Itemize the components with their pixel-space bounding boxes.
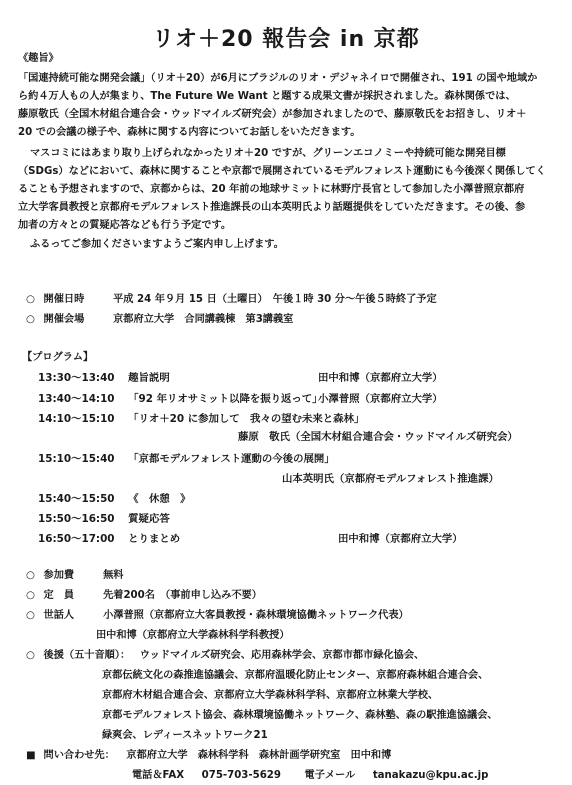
fee-value: 無料 [103, 570, 124, 581]
contact-row [26, 746, 391, 761]
capacity-label: 定 員 [43, 590, 75, 601]
program-title: 「京都モデルフォレスト運動の今後の展開」 [128, 453, 335, 465]
event-date-label: 開催日時 [43, 294, 85, 305]
support-line-1: ウッドマイルズ研究会、応用森林学会、京都市都市緑化協会、 [139, 650, 425, 661]
program-title: 質疑応答 [128, 513, 170, 525]
intro-heading: 《趣旨》 [18, 53, 59, 64]
intro-p2-line5: 加者の方々との質疑応答なども行う予定です。 [18, 220, 232, 231]
program-speaker: 田中和博（京都府立大学） [318, 372, 443, 384]
circle-bullet-icon: ○ [26, 570, 35, 581]
program-time: 13:40～14:10 [38, 393, 115, 405]
event-date [26, 290, 437, 305]
organizer-label: 世話人 [43, 610, 75, 621]
support-line-2: 京都伝統文化の森推進協議会、京都府温暖化防止センター、京都府森林組合連合会、 [102, 670, 489, 681]
event-venue-label: 開催会場 [43, 314, 85, 325]
intro-p1-line3: 藤原敬氏（全国木材組合連合会・ウッドマイルズ研究会）が参加されましたので、藤原敬氏をお招きし、リオ＋ [18, 109, 527, 120]
support-line-5: 緑爽会、レディースネットワーク21 [102, 730, 268, 741]
capacity-value: 先着200名 （事前申し込み不要） [103, 590, 262, 601]
circle-bullet-icon: ○ [26, 650, 35, 661]
program-heading: 【プログラム】 [22, 352, 94, 363]
program-time: 16:50～17:00 [38, 533, 115, 545]
phone-value: 075-703-5629 [201, 770, 281, 781]
organizer-value-1: 小澤普照（京都府立大客員教授・森林環境協働ネットワーク代表） [103, 610, 409, 621]
intro-p1-line4: 20 での会議の様子や、森林に関する内容についてお話しをいただきます。 [18, 127, 361, 138]
event-venue [26, 310, 293, 325]
intro-p3: ふるってご参加くださいますようご案内申し上げます。 [30, 239, 284, 250]
intro-p2-line3: ることも予想されますので、京都からは、20 年前の地球サミットに林野庁長官として参加した小澤普照京都府 [18, 184, 525, 195]
email-value: tanakazu@kpu.ac.jp [372, 770, 489, 781]
intro-p1-line1: 「国連持続可能な開発会議」（リオ＋20）が6月にブラジルのリオ・デジャネイロで開催され、191 の国や地域か [18, 73, 538, 84]
circle-bullet-icon: ○ [26, 294, 35, 305]
support-line-3: 京都府木材組合連合会、京都府立大学森林科学科、京都府立林業大学校、 [102, 690, 439, 701]
support-row [26, 646, 424, 661]
phone-label: 電話＆FAX [132, 770, 185, 781]
program-title: とりまとめ [128, 533, 181, 545]
organizer-value-2: 田中和博（京都府立大学森林科学科教授） [96, 630, 290, 641]
circle-bullet-icon: ○ [26, 610, 35, 621]
program-item [38, 390, 323, 405]
program-speaker: 藤原 敬氏（全国木材組合連合会・ウッドマイルズ研究会） [238, 431, 518, 443]
program-title: 「リオ＋20 に参加して 我々の望む未来と森林」 [128, 413, 365, 425]
program-item [38, 450, 335, 465]
event-venue-value: 京都府立大学 合同講義棟 第3講義室 [113, 314, 294, 325]
support-label: 後援（五十音順）： [43, 650, 131, 661]
program-time: 15:40～15:50 [38, 493, 115, 505]
program-title: 《 休憩 》 [128, 493, 191, 505]
phone-row [132, 766, 488, 781]
program-item [38, 490, 191, 505]
fee-row [26, 566, 123, 581]
organizer-row [26, 606, 409, 621]
program-title: 趣旨説明 [128, 372, 170, 384]
contact-label: 問い合わせ先： [43, 750, 115, 761]
program-item [38, 510, 170, 525]
fee-label: 参加費 [43, 570, 75, 581]
program-speaker: 小澤普照（京都府立大学） [318, 393, 443, 405]
page-title: リオ＋20 報告会 in 京都 [152, 27, 420, 52]
circle-bullet-icon: ○ [26, 314, 35, 325]
intro-p2-line4: 立大学客員教授と京都府モデルフォレスト推進課長の山本英明氏より話題提供をしていただきます。その後、参 [18, 202, 526, 213]
program-title: 「92 年リオサミット以降を振り返って」 [128, 393, 323, 405]
program-item [38, 410, 364, 425]
program-item [38, 530, 180, 545]
event-date-value: 平成 24 年９月 15 日（土曜日） 午後１時 30 分～午後５時終了予定 [113, 294, 437, 305]
program-speaker: 山本英明氏（京都府モデルフォレスト推進課） [282, 473, 499, 485]
circle-bullet-icon: ○ [26, 590, 35, 601]
intro-p1-line2: ら約４万人もの人が集まり、The Future We Want と題する成果文書が採択されました。森林関係では、 [18, 91, 516, 102]
program-time: 13:30～13:40 [38, 372, 115, 384]
intro-p2-line1: マスコミにはあまり取り上げられなかったリオ＋20 ですが、グリーンエコノミーや持続可能な開発目標 [30, 148, 506, 159]
program-time: 15:50～16:50 [38, 513, 115, 525]
contact-value: 京都府立大学 森林科学科 森林計画学研究室 田中和博 [126, 750, 392, 761]
capacity-row [26, 586, 262, 601]
program-item [38, 369, 170, 384]
program-speaker: 田中和博（京都府立大学） [338, 533, 463, 545]
program-time: 15:10～15:40 [38, 453, 115, 465]
email-label: 電子メール [304, 770, 356, 781]
support-line-4: 京都モデルフォレスト協会、森林環境協働ネットワーク、森林塾、森の駅推進協議会、 [102, 710, 498, 721]
program-time: 14:10～15:10 [38, 413, 115, 425]
square-bullet-icon: ■ [26, 750, 36, 761]
intro-p2-line2: （SDGs）などにおいて、森林に関することや京都で展開されているモデルフォレスト運動にも今後深く関係してく [18, 166, 546, 177]
